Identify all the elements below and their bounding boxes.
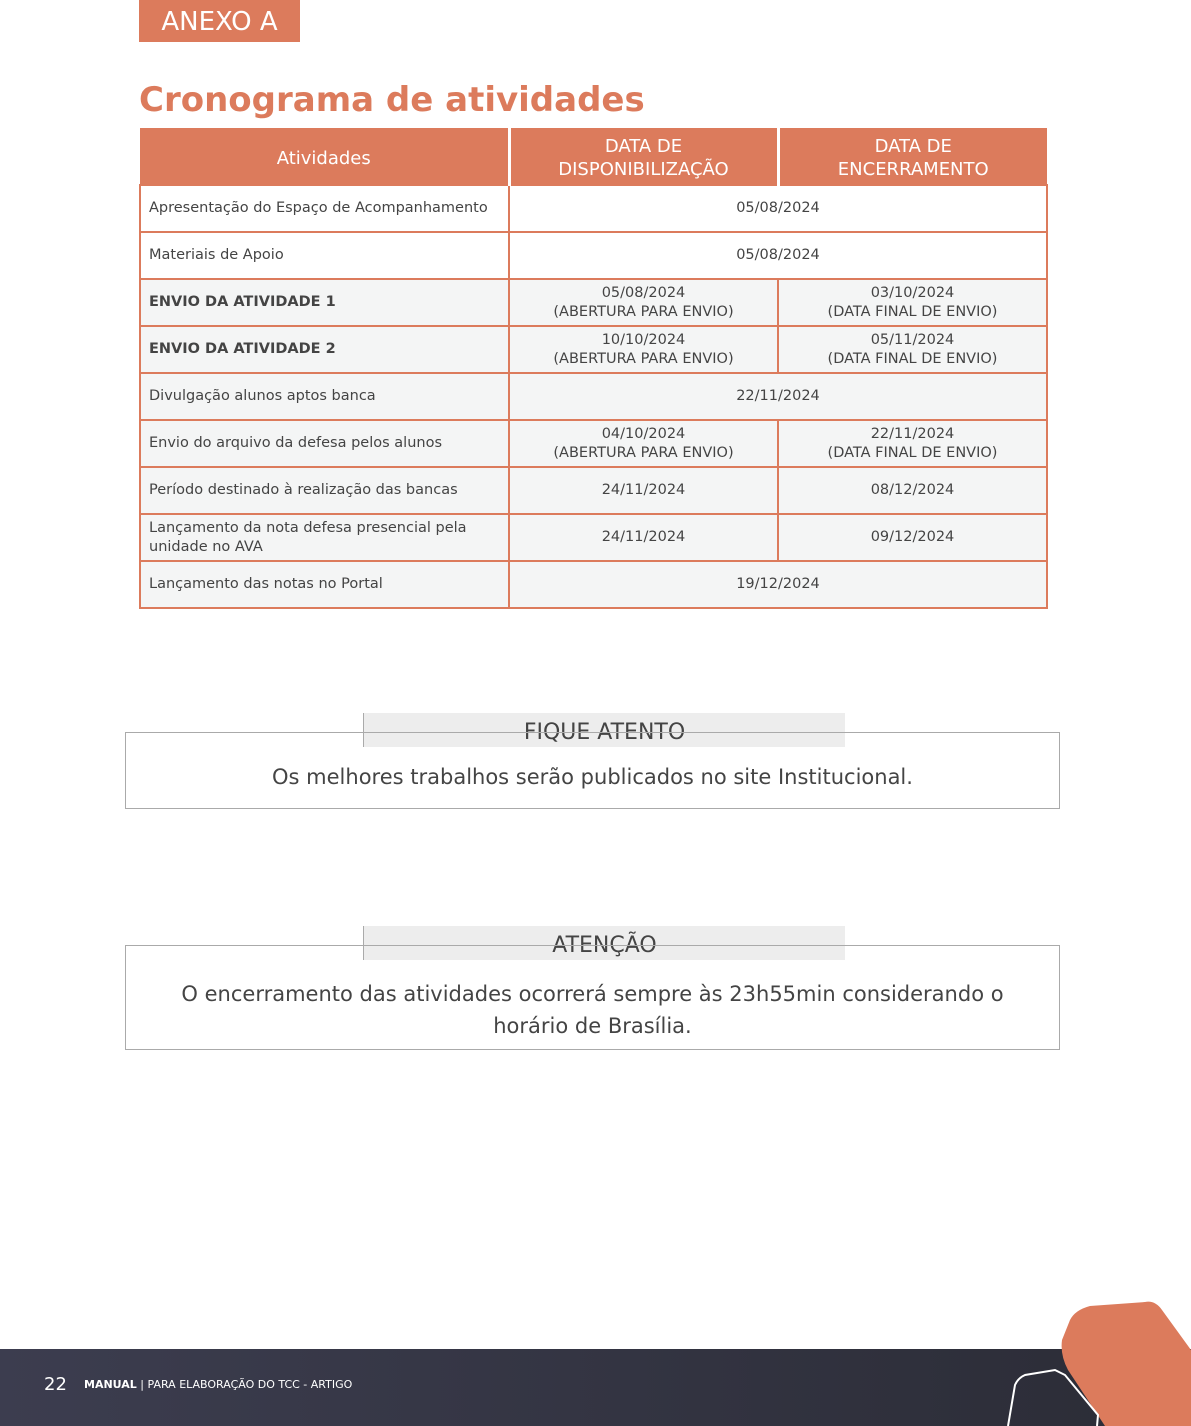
header-end-date: DATA DE ENCERRAMENTO (778, 128, 1047, 185)
activity-cell: ENVIO DA ATIVIDADE 2 (140, 326, 509, 373)
start-date-cell (509, 326, 778, 373)
table-row (140, 232, 1047, 279)
activity-cell: Divulgação alunos aptos banca (140, 373, 509, 420)
page-title: Cronograma de atividades (139, 80, 645, 120)
merged-date-cell: 19/12/2024 (509, 561, 1047, 608)
date-note: (DATA FINAL DE ENVIO) (827, 350, 998, 367)
activity-cell: Lançamento das notas no Portal (140, 561, 509, 608)
start-date-cell (509, 467, 778, 514)
notice-title: FIQUE ATENTO (363, 713, 845, 747)
table-row (140, 561, 1047, 608)
date-value: 24/11/2024 (601, 482, 686, 498)
date-value: 10/10/2024 (601, 331, 686, 348)
end-date-cell (778, 326, 1047, 373)
footer-text (84, 1378, 352, 1391)
attention-text: O encerramento das atividades ocorrerá sempre às 23h55min considerando o horário de Brasília. (181, 982, 1004, 1038)
date-note: (DATA FINAL DE ENVIO) (827, 303, 998, 320)
activity-cell: ENVIO DA ATIVIDADE 1 (140, 279, 509, 326)
date-value: 09/12/2024 (870, 529, 955, 545)
date-value: 05/08/2024 (601, 284, 686, 301)
date-value: 04/10/2024 (601, 425, 686, 442)
date-note: (ABERTURA PARA ENVIO) (553, 350, 734, 367)
end-date-cell (778, 467, 1047, 514)
start-date-cell (509, 279, 778, 326)
activity-cell: Apresentação do Espaço de Acompanhamento (140, 185, 509, 232)
end-date-cell (778, 279, 1047, 326)
merged-date-cell: 05/08/2024 (509, 232, 1047, 279)
table-row (140, 185, 1047, 232)
date-note: (ABERTURA PARA ENVIO) (553, 444, 734, 461)
header-activities: Atividades (140, 128, 509, 185)
attention-title: ATENÇÃO (363, 926, 845, 960)
table-row (140, 467, 1047, 514)
activity-cell: Materiais de Apoio (140, 232, 509, 279)
end-date-cell (778, 514, 1047, 561)
footer-manual: MANUAL (84, 1378, 137, 1391)
annex-label: ANEXO A (139, 0, 300, 42)
hexagon-decoration-icon (1000, 1300, 1191, 1426)
activity-cell: Período destinado à realização das bancas (140, 467, 509, 514)
start-date-cell (509, 420, 778, 467)
table-row (140, 373, 1047, 420)
date-note: (DATA FINAL DE ENVIO) (827, 444, 998, 461)
date-note: (ABERTURA PARA ENVIO) (553, 303, 734, 320)
start-date-cell (509, 514, 778, 561)
attention-box (125, 945, 1060, 1050)
table-row (140, 279, 1047, 326)
table-row (140, 514, 1047, 561)
notice-box (125, 732, 1060, 809)
activity-cell: Envio do arquivo da defesa pelos alunos (140, 420, 509, 467)
merged-date-cell: 22/11/2024 (509, 373, 1047, 420)
schedule-table (139, 128, 1048, 609)
footer-subtitle: PARA ELABORAÇÃO DO TCC - ARTIGO (147, 1378, 353, 1391)
notice-text: Os melhores trabalhos serão publicados no site Institucional. (272, 765, 913, 789)
activity-cell: Lançamento da nota defesa presencial pela unidade no AVA (140, 514, 509, 561)
table-row (140, 326, 1047, 373)
date-value: 24/11/2024 (601, 529, 686, 545)
page-number: 22 (44, 1374, 67, 1395)
date-value: 08/12/2024 (870, 482, 955, 498)
end-date-cell (778, 420, 1047, 467)
date-value: 03/10/2024 (870, 284, 955, 301)
footer-separator: | (140, 1378, 145, 1391)
date-value: 05/11/2024 (870, 331, 955, 348)
table-row (140, 420, 1047, 467)
header-start-date: DATA DE DISPONIBILIZAÇÃO (509, 128, 778, 185)
merged-date-cell: 05/08/2024 (509, 185, 1047, 232)
date-value: 22/11/2024 (870, 425, 955, 442)
